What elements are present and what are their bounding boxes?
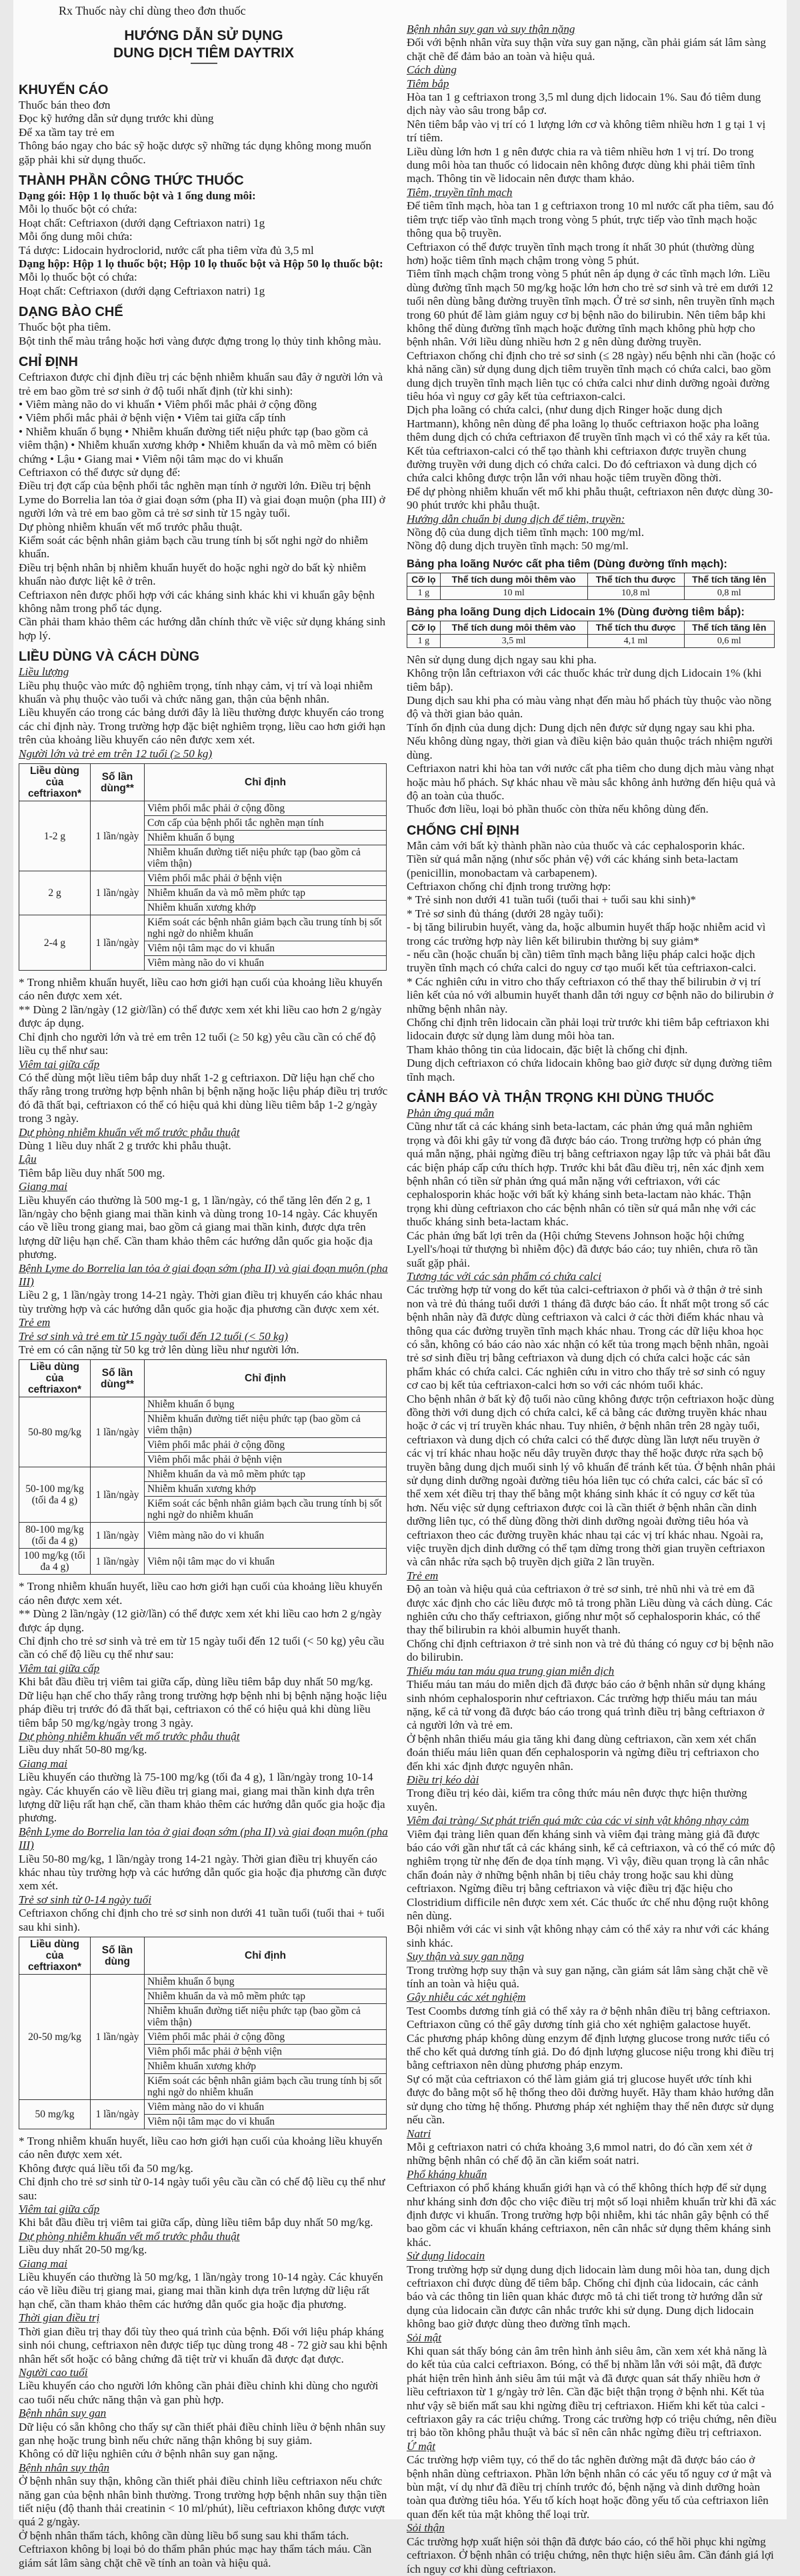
paragraph: Dữ liệu có sẵn không cho thấy sự cần thiết phải điều chỉnh liều ở bệnh nhân suy gan nhẹ hoặc trung bình nếu chức năng thận không bị suy giảm.: [19, 2420, 386, 2447]
paragraph: Tham khảo thông tin của lidocain, đặc biệt là chống chỉ định.: [407, 1043, 688, 1056]
paragraph: Khi quan sát thấy bóng cản âm trên hình ảnh siêu âm, cần xem xét khả năng là do kết tủa của calci ceftriaxon. Bóng, có thể bị nhầm lẫn với sỏi mật, đã được phát hiện trên hình ảnh siêu âm túi mật và đã được quan sát thấy nhiều hơn ở liều ceftriaxon từ 1 g/ngày trở lên. Cần đặc biệt thận trọng ở bệnh nhi. Kết tủa như vậy sẽ biến mất sau khi ngừng điều trị ceftriaxon. Hiếm khi kết tủa calci - ceftriaxon gây ra các triệu chứng. Trong các trường hợp có triệu chứng, nên điều trị bảo tồn không phẫu thuật và bác sĩ nên cân nhắc ngừng điều trị ceftriaxon.: [407, 2345, 777, 2439]
paragraph: Tá dược: Lidocain hydroclorid, nước cất pha tiêm vừa đủ 3,5 ml: [19, 243, 314, 257]
paragraph: Ceftriaxon natri khi hòa tan với nước cất pha tiêm cho dung dịch màu vàng nhạt hoặc màu hổ phách. Sự khác nhau về màu sắc không ảnh hưởng đến hiệu quả và độ an toàn của thuốc.: [407, 762, 776, 802]
paragraph: Ceftriaxon có phổ kháng khuẩn giới hạn và có thể không thích hợp để sử dụng như kháng sinh đơn độc cho việc điều trị một số loại nhiễm khuẩn trừ khi đã xác định được vi khuẩn. Trong trường hợp bội nhiễm, khi tác nhân gây bệnh có thể bao gồm các vi khuẩn kháng ceftriaxon, nên cân nhắc sử dụng thêm kháng sinh khác.: [407, 2181, 777, 2249]
paragraph: Liều dùng lớn hơn 1 g nên được chia ra và tiêm nhiều hơn 1 vị trí. Do trong dung môi hòa tan thuốc có lidocain nên không được dùng khi phải tiêm tĩnh mạch. Thông tin về lidocain nên được tham khảo.: [407, 145, 755, 185]
paragraph: Nên sử dụng dung dịch ngay sau khi pha.: [407, 653, 597, 666]
paragraph: Chống chỉ định trên lidocain cần phải loại trừ trước khi tiêm bắp ceftriaxon khi lidocain được sử dụng làm dung môi hòa tan.: [407, 1016, 770, 1043]
paragraph: Hòa tan 1 g ceftriaxon trong 3,5 ml dung dịch lidocain 1%. Sau đó tiêm dung dịch này vào sâu trong bắp cơ.: [407, 91, 761, 117]
indication-cell: Viêm phổi mắc phải ở cộng đồng: [145, 801, 387, 816]
paragraph: Tiền sử quá mẫn nặng (như sốc phản vệ) với các kháng sinh beta-lactam (penicillin, monobactam và carbapenem).: [407, 853, 739, 879]
indication-cell: Viêm nội tâm mạc do vi khuẩn: [145, 1549, 387, 1575]
paragraph: Mỗi lọ thuốc bột có chứa:: [19, 203, 137, 216]
paragraph: Ceftriaxon được chỉ định điều trị các bệnh nhiễm khuẩn sau đây ở người lớn và trẻ em bao gồm trẻ sơ sinh ở độ tuổi nhất định (từ khi sinh):: [19, 371, 383, 397]
indication-cell: Nhiễm khuẩn ổ bụng: [145, 831, 387, 845]
dilution-table-t5: [407, 621, 775, 648]
indication-cell: Nhiễm khuẩn đường tiết niệu phức tạp (bao gồm cả viêm thận): [145, 1412, 387, 1438]
frequency-cell: 1 lần/ngày: [91, 1397, 145, 1467]
subheading: Bệnh Lyme do Borrelia lan tỏa ở giai đoạn sớm (pha II) và giai đoạn muộn (pha III): [19, 1261, 388, 1288]
paragraph: Thuốc bán theo đơn: [19, 99, 111, 111]
subheading: Dự phòng nhiễm khuẩn vết mổ trước phẫu thuật: [19, 1125, 240, 1139]
paragraph: Khi bắt đầu điều trị viêm tai giữa cấp, dùng liều tiêm bắp duy nhất 50 mg/kg. Dữ liệu hạn chế cho thấy rằng trong trường hợp bệnh nhi bị bệnh nặng hoặc liệu pháp điều trị trước đó đã thất bại, ceftriaxon có thể có hiệu quả khi dùng liều tiêm bắp 50 mg/kg/ngày trong 3 ngày.: [19, 1675, 387, 1729]
subheading: Thời gian điều trị: [19, 2311, 100, 2325]
section-heading: CHỐNG CHỈ ĐỊNH: [407, 823, 519, 838]
table-header-cell: Liều dùng của ceftriaxon*: [19, 764, 91, 801]
table-header-cell: Chỉ định: [145, 1360, 387, 1397]
dose-cell: 1-2 g: [19, 801, 91, 871]
subheading: Giang mai: [19, 1180, 68, 1193]
paragraph: Liều khuyến cáo thường là 75-100 mg/kg (tối đa 4 g), 1 lần/ngày trong 10-14 ngày. Các khuyến cáo về liều điều trị giang mai, giang mai thần kinh dựa trên lượng dữ liệu rất hạn chế, cần tham khảo thêm các hướng dẫn quốc gia hoặc địa phương.: [19, 1771, 385, 1825]
dose-cell: 50-100 mg/kg (tối đa 4 g): [19, 1467, 91, 1523]
paragraph: Nên tiêm bắp vào vị trí có 1 lượng lớn cơ và không tiêm nhiều hơn 1 g tại 1 vị trí tiêm.: [407, 117, 766, 145]
paragraph: Mẫn cảm với bất kỳ thành phần nào của thuốc và các cephalosporin khác.: [407, 839, 745, 852]
indication-cell: Viêm phổi mắc phải ở bệnh viện: [145, 2045, 387, 2059]
indication-cell: Viêm màng não do vi khuẩn: [145, 956, 387, 971]
subheading: Tiêm, truyền tĩnh mạch: [407, 185, 513, 199]
section-heading: DẠNG BÀO CHẾ: [19, 305, 123, 320]
paragraph: Mỗi lọ thuốc bột có chứa:: [19, 271, 137, 284]
table-row: [19, 871, 387, 886]
section-heading: KHUYẾN CÁO: [19, 83, 109, 97]
table-header-cell: Thể tích dung môi thêm vào: [440, 621, 587, 634]
paragraph: Dùng 1 liều duy nhất 2 g trước khi phẫu thuật.: [19, 1139, 231, 1152]
table-header-cell: Chỉ định: [145, 1937, 387, 1975]
paragraph: Viêm đại tràng liên quan đến kháng sinh và viêm đại tràng màng giả đã được báo cáo với gần như tất cả các kháng sinh, kể cả ceftriaxon, và có thể có mức độ nghiêm trọng từ nhẹ đến đe dọa tính mạng. Vì vậy, điều quan trọng là cân nhắc chẩn đoán này ở những bệnh nhân bị tiêu chảy trong hoặc sau khi dùng ceftriaxon. Ngừng điều trị bằng ceftriaxon và việc điều trị đặc hiệu cho Clostridium difficile nên được xem xét. Các thuốc ức chế nhu động ruột không nên dùng.: [407, 1827, 775, 1922]
doc-title-line-2: DUNG DỊCH TIÊM DAYTRIX: [113, 45, 295, 61]
paragraph: * Các nghiên cứu in vitro cho thấy ceftriaxon có thể thay thế bilirubin ở vị trí liên kết của nó với albumin huyết thanh dẫn tới nguy cơ bệnh não do bilirubin ở những bệnh nhân này.: [407, 975, 773, 1015]
paragraph: Ceftriaxon có thể được truyền tĩnh mạch trong ít nhất 30 phút (thường dùng hơn) hoặc tiêm tĩnh mạch chậm trong vòng 5 phút.: [407, 240, 755, 267]
indication-cell: Nhiễm khuẩn da và mô mềm phức tạp: [145, 1989, 387, 2004]
paragraph: Chống chỉ định ceftriaxon ở trẻ sinh non và trẻ đủ tháng có nguy cơ bị bệnh não do bilirubin.: [407, 1637, 774, 1664]
table-cell: 0,6 ml: [684, 634, 774, 647]
leaflet-sheet: [13, 0, 787, 2575]
dose-cell: 2 g: [19, 871, 91, 915]
paragraph: Thuốc bột pha tiêm.: [19, 321, 111, 334]
paragraph: * Trẻ sơ sinh đủ tháng (dưới 28 ngày tuổi):: [407, 907, 604, 920]
paragraph: Trong điều trị kéo dài, kiểm tra công thức máu nên được thực hiện thường xuyên.: [407, 1787, 747, 1813]
subheading: Giang mai: [19, 1757, 68, 1770]
table-header-cell: Số lần dùng: [91, 1937, 145, 1975]
rx-note: Rx Thuốc này chỉ dùng theo đơn thuốc: [59, 4, 246, 17]
paragraph: Để dự phòng nhiễm khuẩn vết mổ khi phẫu thuật, ceftriaxon nên được dùng 30-90 phút trước khi phẫu thuật.: [407, 485, 773, 512]
paragraph: Ceftriaxon chống chỉ định cho trẻ sơ sinh non dưới 41 tuần tuổi (tuổi thai + tuổi sau khi sinh).: [19, 1907, 385, 1933]
paragraph: Dung dịch sau khi pha có màu vàng nhạt đến màu hổ phách tùy thuộc vào nồng độ và thời gian bảo quản.: [407, 694, 772, 721]
table-row: [407, 586, 775, 599]
frequency-cell: 1 lần/ngày: [91, 1549, 145, 1575]
paragraph: Liều khuyến cáo trong các bảng dưới đây là liều thường được khuyến cáo trong các chỉ định này. Trong trường hợp đặc biệt nghiêm trọng, liều cao hơn giới hạn trên của khoảng liều khuyến cáo nên được xem xét.: [19, 706, 386, 747]
subheading: Gây nhiễu các xét nghiệm: [407, 1991, 526, 2004]
paragraph: Dung dịch ceftriaxon có chứa lidocain không bao giờ được sử dụng đường tiêm tĩnh mạch.: [407, 1057, 773, 1083]
subheading: Điều trị kéo dài: [407, 1773, 479, 1786]
paragraph: Nồng độ dung dịch truyền tĩnh mạch: 50 mg/ml.: [407, 539, 629, 553]
table-cell: 10,8 ml: [587, 586, 684, 599]
subheading: Sỏi thận: [407, 2521, 445, 2535]
paragraph: Liều khuyến cáo thường là 50 mg/kg, 1 lần/ngày trong 10-14 ngày. Các khuyến cáo về liều điều trị giang mai, giang mai thần kinh dựa trên lượng dữ liệu rất hạn chế, cần tham khảo thêm các hướng dẫn quốc gia hoặc địa phương.: [19, 2271, 383, 2311]
table-row: [19, 1467, 387, 1482]
subheading: Tương tác với các sản phẩm có chứa calci: [407, 1269, 601, 1283]
paragraph: Mỗi g ceftriaxon natri có chứa khoảng 3,6 mmol natri, do đó cần xem xét ở những bệnh nhân có chế độ ăn cần kiểm soát natri.: [407, 2140, 753, 2167]
paragraph: Liều khuyến cáo cho người lớn không cần phải điều chỉnh khi dùng cho người cao tuổi nếu chức năng thận và gan phù hợp.: [19, 2379, 379, 2406]
subheading: Viêm tai giữa cấp: [19, 2203, 100, 2216]
paragraph: Chỉ định cho trẻ sơ sinh từ 0-14 ngày tuổi yêu cầu cần có chế độ liều cụ thể như sau:: [19, 2175, 385, 2202]
paragraph: Liều duy nhất 50-80 mg/kg.: [19, 1743, 147, 1757]
indication-cell: Viêm màng não do vi khuẩn: [145, 2100, 387, 2115]
subheading: Người lớn và trẻ em trên 12 tuổi (≥ 50 kg): [19, 747, 213, 760]
table-cell: 1 g: [407, 634, 441, 647]
subheading: Sử dụng lidocain: [407, 2249, 485, 2263]
subheading: Lậu: [19, 1153, 37, 1166]
subheading: Trẻ sơ sinh từ 0-14 ngày tuổi: [19, 1893, 152, 1906]
table-cell: 1 g: [407, 586, 441, 599]
table-row: [407, 634, 775, 647]
indication-cell: Nhiễm khuẩn xương khớp: [145, 1482, 387, 1497]
paragraph: * Trẻ sinh non dưới 41 tuần tuổi (tuổi thai + tuổi sau khi sinh)*: [407, 893, 696, 907]
paragraph: Tính ổn định của dung dịch: Dung dịch nên được sử dụng ngay sau khi pha. Nếu không dùng ngay, thời gian và điều kiện bảo quản thuộc trách nhiệm người dùng.: [407, 721, 773, 761]
paragraph: • Nhiễm khuẩn ổ bụng • Nhiễm khuẩn đường tiết niệu phức tạp (bao gồm cả viêm thận) • Nhiễm khuẩn xương khớp • Nhiễm khuẩn da và mô mềm có biến chứng • Lậu • Giang mai • Viêm nội tâm mạc do vi khuẩn: [19, 425, 377, 465]
subheading: Cách dùng: [407, 63, 457, 77]
section-heading: CHỈ ĐỊNH: [19, 355, 78, 370]
paragraph: ** Dùng 2 lần/ngày (12 giờ/lần) có thể được xem xét khi liều cao hơn 2 g/ngày được áp dụng.: [19, 1607, 382, 1634]
indication-cell: Viêm nội tâm mạc do vi khuẩn: [145, 2115, 387, 2129]
paragraph: Độ an toàn và hiệu quả của ceftriaxon ở trẻ sơ sinh, trẻ nhũ nhi và trẻ em đã được xác định cho các liều được mô tả trong phần Liều dùng và cách dùng. Các nghiên cứu cho thấy ceftriaxon, giống như một số cephalosporin khác, có thể thay thế bilirubin ra khỏi albumin huyết thanh.: [407, 1583, 773, 1637]
subheading: Viêm đại tràng/ Sự phát triển quá mức của các vi sinh vật không nhạy cảm: [407, 1814, 749, 1827]
paragraph: Liều 2 g, 1 lần/ngày trong 14-21 ngày. Thời gian điều trị khuyến cáo khác nhau tùy trường hợp và các hướng dẫn quốc gia hoặc địa phương cần được xem xét.: [19, 1289, 383, 1315]
paragraph: Dịch pha loãng có chứa calci, (như dung dịch Ringer hoặc dung dịch Hartmann), không nên dùng để pha loãng lọ thuốc ceftriaxon hoặc pha loãng thêm dung dịch có chứa ceftriaxon để truyền tĩnh mạch vì có thể xảy ra kết tủa. Kết tủa ceftriaxon-calci có thể tạo thành khi ceftriaxon được truyền chung đường truyền với dung dịch có chứa calci. Do đó ceftriaxon và dung dịch có chứa calci không được trộn lẫn với nhau hoặc tiêm truyền đồng thời.: [407, 403, 771, 485]
subheading: Bệnh nhân suy gan và suy thận nặng: [407, 23, 575, 35]
subheading: Tiêm bắp: [407, 77, 449, 90]
table-header-row: [407, 621, 775, 634]
paragraph: Chỉ định cho trẻ sơ sinh và trẻ em từ 15 ngày tuổi đến 12 tuổi (< 50 kg) yêu cầu cần có chế độ liều cụ thể như sau:: [19, 1635, 385, 1661]
table-cell: 0,8 ml: [684, 586, 774, 599]
paragraph: Đối với bệnh nhân vừa suy thận vừa suy gan nặng, cần phải giám sát lâm sàng chặt chẽ để đảm bảo an toàn và hiệu quả.: [407, 36, 766, 63]
paragraph: Các trường hợp viêm tụy, có thể do tắc nghẽn đường mật đã được báo cáo ở bệnh nhân dùng ceftriaxon. Phần lớn bệnh nhân có các yếu tố nguy cơ ứ mật và bùn mật, ví dụ như đã điều trị chính trước đó, bệnh nặng và dinh dưỡng hoàn toàn qua đường tiêu hóa. Yếu tố kích hoạt hoặc đồng yếu tố của ceftriaxon liên quan đến kết tủa mật không thể loại trừ.: [407, 2453, 772, 2521]
paragraph: Test Coombs dương tính giả có thể xảy ra ở bệnh nhân điều trị bằng ceftriaxon. Ceftriaxon cũng có thể gây dương tính giả cho xét nghiệm galactose huyết.: [407, 2004, 771, 2031]
table-header-row: [19, 1360, 387, 1397]
table-header-cell: Thể tích thu được: [587, 621, 684, 634]
paragraph: Thuốc đơn liều, loại bỏ phần thuốc còn thừa nếu không dùng đến.: [407, 803, 709, 816]
section-heading: THÀNH PHẦN CÔNG THỨC THUỐC: [19, 173, 244, 189]
paragraph: * Trong nhiễm khuẩn huyết, liều cao hơn giới hạn cuối của khoảng liều khuyến cáo nên được xem xét.: [19, 976, 383, 1003]
subheading: Dự phòng nhiễm khuẩn vết mổ trước phẫu thuật: [19, 1729, 240, 1743]
table-row: [19, 1549, 387, 1575]
indication-cell: Kiểm soát các bệnh nhân giảm bạch cầu trung tính bị sốt nghi ngờ do nhiễm khuẩn: [145, 1497, 387, 1523]
subheading: Natri: [407, 2127, 431, 2140]
paragraph: Trong trường hợp suy thận và suy gan nặng, cần giám sát lâm sàng chặt chẽ về tính an toàn và hiệu quả.: [407, 1963, 768, 1991]
dose-cell: 2-4 g: [19, 915, 91, 971]
paragraph: Ở bệnh nhân thiếu máu gia tăng khi đang dùng ceftriaxon, cần xem xét chẩn đoán thiếu máu liên quan đến cephalosporin và ngừng điều trị ceftriaxon cho đến khi xác định được nguyên nhân.: [407, 1732, 759, 1773]
paragraph: Liều phụ thuộc vào mức độ nghiêm trọng, tính nhạy cảm, vị trí và loại nhiễm khuẩn và phụ thuộc vào tuổi và chức năng gan, thận của bệnh nhân.: [19, 679, 373, 706]
table-row: [19, 2100, 387, 2115]
indication-cell: Viêm nội tâm mạc do vi khuẩn: [145, 941, 387, 956]
paragraph: Có thể dùng một liều tiêm bắp duy nhất 1-2 g ceftriaxon. Dữ liệu hạn chế cho thấy rằng trong trường hợp bệnh nhân bị bệnh nặng hoặc liệu pháp điều trị trước đó đã thất bại, ceftriaxon có thể có hiệu quả khi dùng liều tiêm bắp 1-2 g/ngày trong 3 ngày.: [19, 1071, 388, 1125]
indication-cell: Cơn cấp của bệnh phổi tắc nghẽn mạn tính: [145, 816, 387, 831]
bold-paragraph: Dạng hộp: Hộp 1 lọ thuốc bột; Hộp 10 lọ thuốc bột và Hộp 50 lọ thuốc bột:: [19, 257, 383, 271]
frequency-cell: 1 lần/ngày: [91, 801, 145, 871]
indication-cell: Nhiễm khuẩn ổ bụng: [145, 1397, 387, 1412]
dosage-table-t2: [19, 1359, 387, 1575]
table-row: [19, 1975, 387, 1989]
table-header-cell: Số lần dùng**: [91, 764, 145, 801]
dose-cell: 100 mg/kg (tối đa 4 g): [19, 1549, 91, 1575]
subheading: Sỏi mật: [407, 2331, 442, 2344]
indication-cell: Kiểm soát các bệnh nhân giảm bạch cầu trung tính bị sốt nghi ngờ do nhiễm khuẩn: [145, 915, 387, 941]
subheading: Bệnh Lyme do Borrelia lan tỏa ở giai đoạn sớm (pha II) và giai đoạn muộn (pha III): [19, 1825, 388, 1852]
table-header-row: [19, 764, 387, 801]
paragraph: Điều trị đợt cấp của bệnh phổi tắc nghẽn mạn tính ở người lớn. Điều trị bệnh Lyme do Borrelia lan tỏa ở giai đoạn sớm (pha II) và giai đoạn muộn (pha III) ở người lớn và trẻ em bao gồm cả trẻ sơ sinh từ 15 ngày tuổi.: [19, 479, 385, 520]
right-content: [407, 23, 777, 2576]
doc-title-line-1: HƯỚNG DẪN SỬ DỤNG: [124, 28, 283, 43]
paragraph: Ở bệnh nhân thẩm tách, không cần dùng liều bổ sung sau khi thẩm tách. Ceftriaxon không bị loại bỏ do thẩm phân phúc mạc hay thẩm tách máu. Cần giám sát lâm sàng chặt chẽ về tính an toàn và hiệu quả.: [19, 2529, 372, 2569]
indication-cell: Nhiễm khuẩn da và mô mềm phức tạp: [145, 1467, 387, 1482]
paragraph: Các trường hợp xuất hiện sỏi thận đã được báo cáo, có thể hồi phục khi ngừng ceftriaxon. Ở bệnh nhân có triệu chứng, nên thực hiện siêu âm. Cần đánh giá lợi ích nguy cơ khi dùng ceftriaxon.: [407, 2535, 774, 2575]
table-caption: Bảng pha loãng Dung dịch Lidocain 1% (Dùng đường tiêm bắp):: [407, 605, 745, 618]
subheading: Thiếu máu tan máu qua trung gian miễn dịch: [407, 1664, 615, 1677]
table-row: [19, 1523, 387, 1549]
paragraph: Thiếu máu tan máu do miễn dịch đã được báo cáo ở bệnh nhân sử dụng kháng sinh nhóm cephalosporin như ceftriaxon. Các trường hợp thiếu máu tan máu nặng, kể cả tử vong đã được báo cáo trong quá trình điều trị bằng ceftriaxon ở cả người lớn và trẻ em.: [407, 1678, 765, 1732]
table-row: [19, 1397, 387, 1412]
subheading: Hướng dẫn chuẩn bị dung dịch để tiêm, truyền:: [407, 512, 625, 525]
paragraph: Ceftriaxon chống chỉ định trong trường hợp:: [407, 879, 611, 893]
subheading: Liều lượng: [19, 665, 69, 679]
subheading: Người cao tuổi: [19, 2365, 88, 2379]
paragraph: Các phương pháp không dùng enzym để định lượng glucose trong nước tiểu có thể cho kết quả dương tính giả. Do đó định lượng glucose niệu trong khi điều trị bằng ceftriaxon nên dùng phương pháp enzym.: [407, 2031, 774, 2072]
table-caption: Bảng pha loãng Nước cất pha tiêm (Dùng đường tĩnh mạch):: [407, 557, 727, 570]
table-cell: 3,5 ml: [440, 634, 587, 647]
dose-cell: 50-80 mg/kg: [19, 1397, 91, 1467]
table-header-row: [19, 1937, 387, 1975]
right-column: [407, 23, 777, 2575]
indication-cell: Viêm phổi mắc phải ở bệnh viện: [145, 1453, 387, 1467]
paragraph: * Trong nhiễm khuẩn huyết, liều cao hơn giới hạn cuối của khoảng liều khuyến cáo nên được xem xét.: [19, 2135, 383, 2161]
table-header-cell: Liều dùng của ceftriaxon*: [19, 1937, 91, 1975]
table-header-cell: Thể tích dung môi thêm vào: [440, 573, 587, 586]
paragraph: Thông báo ngay cho bác sỹ hoặc dược sỹ những tác dụng không mong muốn gặp phải khi sử dụng thuốc.: [19, 139, 371, 166]
subheading: Trẻ sơ sinh và trẻ em từ 15 ngày tuổi đến 12 tuổi (< 50 kg): [19, 1329, 288, 1343]
doc-title: [19, 28, 389, 64]
paragraph: Hoạt chất: Ceftriaxon (dưới dạng Ceftriaxon natri) 1g: [19, 284, 265, 297]
table-cell: 4,1 ml: [587, 634, 684, 647]
table-row: [19, 801, 387, 816]
table-cell: 10 ml: [440, 586, 587, 599]
indication-cell: Viêm màng não do vi khuẩn: [145, 1523, 387, 1549]
left-content: [19, 83, 389, 2570]
indication-cell: Viêm phổi mắc phải ở bệnh viện: [145, 871, 387, 886]
paragraph: Bội nhiễm với các vi sinh vật không nhạy cảm có thể xảy ra như với các kháng sinh khác.: [407, 1923, 769, 1949]
subheading: Dự phòng nhiễm khuẩn vết mổ trước phẫu thuật: [19, 2229, 240, 2243]
paragraph: Tiêm bắp liều duy nhất 500 mg.: [19, 1166, 165, 1179]
dosage-table-t3: [19, 1937, 387, 2129]
section-heading: CẢNH BÁO VÀ THẬN TRỌNG KHI DÙNG THUỐC: [407, 1091, 715, 1106]
paragraph: Để xa tầm tay trẻ em: [19, 125, 115, 139]
dilution-table-t4: [407, 573, 775, 600]
bold-paragraph: Dạng gói: Hộp 1 lọ thuốc bột và 1 ống dung môi:: [19, 189, 256, 203]
paragraph: Khi bắt đầu điều trị viêm tai giữa cấp, dùng liều tiêm bắp duy nhất 50 mg/kg.: [19, 2216, 373, 2229]
frequency-cell: 1 lần/ngày: [91, 871, 145, 915]
subheading: Trẻ em: [407, 1569, 439, 1582]
indication-cell: Nhiễm khuẩn xương khớp: [145, 901, 387, 915]
indication-cell: Nhiễm khuẩn da và mô mềm phức tạp: [145, 886, 387, 901]
paragraph: Liều duy nhất 20-50 mg/kg.: [19, 2243, 147, 2257]
table-row: [19, 915, 387, 941]
paragraph: * Trong nhiễm khuẩn huyết, liều cao hơn giới hạn cuối của khoảng liều khuyến cáo nên được xem xét.: [19, 1580, 383, 1607]
table-header-cell: Thể tích tăng lên: [684, 573, 774, 586]
paragraph: Hoạt chất: Ceftriaxon (dưới dạng Ceftriaxon natri) 1g: [19, 216, 265, 229]
table-header-cell: Cỡ lọ: [407, 573, 441, 586]
paragraph: Các phản ứng bất lợi trên da (Hội chứng Stevens Johnson hoặc hội chứng Lyell's/hoại tử thượng bì nhiễm độc) đã được báo cáo; tuy nhiên, chưa rõ tần suất gặp phải.: [407, 1229, 758, 1269]
paragraph: • Viêm phổi mắc phải ở bệnh viện • Viêm tai giữa cấp tính: [19, 411, 286, 425]
paragraph: Kiểm soát các bệnh nhân giảm bạch cầu trung tính bị sốt nghi ngờ do nhiễm khuẩn.: [19, 533, 369, 561]
paragraph: Nồng độ của dung dịch tiêm tĩnh mạch: 100 mg/ml.: [407, 526, 645, 539]
paragraph: - nếu cần (hoặc chuẩn bị cần) tiêm tĩnh mạch bằng liệu pháp calci hoặc dịch truyền tĩnh mạch có chứa calci do nguy cơ tạo muối kết tủa ceftriaxon-calci.: [407, 947, 757, 975]
subheading: Phản ứng quá mẫn: [407, 1107, 495, 1120]
frequency-cell: 1 lần/ngày: [91, 1523, 145, 1549]
frequency-cell: 1 lần/ngày: [91, 915, 145, 971]
paragraph: ** Dùng 2 lần/ngày (12 giờ/lần) có thể được xem xét khi liều cao hơn 2 g/ngày được áp dụng.: [19, 1003, 382, 1030]
paragraph: Ceftriaxon chống chỉ định cho trẻ sơ sinh (≤ 28 ngày) nếu bệnh nhi cần (hoặc có khả năng cần) sử dụng dung dịch tiêm truyền tĩnh mạch có chứa calci, bao gồm dung dịch truyền tĩnh mạch liên tục có chứa calci như dinh dưỡng ngoài đường tiêu hóa vì nguy cơ gây kết tủa ceftriaxon-calci.: [407, 349, 776, 403]
table-header-cell: Thể tích thu được: [587, 573, 684, 586]
paragraph: Cũng như tất cả các kháng sinh beta-lactam, các phản ứng quá mẫn nghiêm trọng và đôi khi gây tử vong đã được báo cáo. Trong trường hợp có phản ứng quá mẫn nặng, phải ngừng điều trị bằng ceftriaxon ngay lập tức và phải bắt đầu các biện pháp cấp cứu thích hợp. Trước khi bắt đầu điều trị, nên xác định xem bệnh nhân có tiền sử phản ứng quá mẫn nặng với ceftriaxon, với các cephalosporin khác hoặc với bất kỳ kháng sinh beta-lactam nào khác. Thận trọng khi dùng ceftriaxon cho các bệnh nhân có tiền sử quá mẫn nhẹ với các thuốc kháng sinh beta-lactam khác.: [407, 1120, 771, 1229]
paragraph: Trong trường hợp sử dụng dung dịch lidocain làm dung môi hòa tan, dung dịch ceftriaxon chỉ được dùng để tiêm bắp. Chống chỉ định của lidocain, các cảnh báo và các thông tin liên quan khác được mô tả chi tiết trong tờ hướng dẫn sử dụng của lidocain cần được cân nhắc trước khi sử dụng. Dung dịch lidocain không bao giờ được dùng theo đường tĩnh mạch.: [407, 2263, 770, 2331]
indication-cell: Viêm phổi mắc phải ở cộng đồng: [145, 2030, 387, 2045]
table-header-cell: Số lần dùng**: [91, 1360, 145, 1397]
indication-cell: Viêm phổi mắc phải ở cộng đồng: [145, 1438, 387, 1453]
table-header-cell: Liều dùng của ceftriaxon*: [19, 1360, 91, 1397]
subheading: Giang mai: [19, 2257, 68, 2270]
dose-cell: 80-100 mg/kg (tối đa 4 g): [19, 1523, 91, 1549]
paragraph: Chỉ định cho người lớn và trẻ em trên 12 tuổi (≥ 50 kg) yêu cầu cần có chế độ liều cụ thể như sau:: [19, 1030, 376, 1057]
frequency-cell: 1 lần/ngày: [91, 1467, 145, 1523]
subheading: Bệnh nhân suy thận: [19, 2461, 110, 2474]
title-divider: [191, 63, 217, 64]
paragraph: Điều trị bệnh nhân bị nhiễm khuẩn huyết do hoặc nghi ngờ do bất kỳ nhiễm khuẩn nào được liệt kê ở trên.: [19, 561, 367, 588]
table-header-cell: Chỉ định: [145, 764, 387, 801]
subheading: Suy thận và suy gan nặng: [407, 1950, 525, 1963]
indication-cell: Nhiễm khuẩn đường tiết niệu phức tạp (bao gồm cả viêm thận): [145, 845, 387, 871]
paragraph: Các trường hợp tử vong do kết tủa calci-ceftriaxon ở phổi và ở thận ở trẻ sinh non và trẻ đủ tháng tuổi dưới 1 tháng đã được báo cáo. Ít nhất một trong số các bệnh nhân này đã được dùng ceftriaxon và calci ở các thời điểm khác nhau và thông qua các đường truyền tĩnh mạch khác nhau. Trong các dữ liệu khoa học có sẵn, không có báo cáo nào xác nhận có kết tủa trong mạch bệnh nhân, ngoài trẻ sơ sinh điều trị bằng ceftriaxon và dung dịch có chứa calci hoặc các sản phẩm khác có chứa calci. Các nghiên cứu in vitro cho thấy trẻ sơ sinh có nguy cơ cao bị kết tủa ceftriaxon-calci hơn so với các nhóm tuổi khác.: [407, 1283, 769, 1392]
dose-cell: 20-50 mg/kg: [19, 1975, 91, 2100]
paragraph: Cho bệnh nhân ở bất kỳ độ tuổi nào cũng không được trộn ceftriaxon hoặc dùng đồng thời với dung dịch có chứa calci, kể cả bằng các đường truyền khác nhau hoặc ở các vị trí truyền khác nhau. Tuy nhiên, ở bệnh nhân trên 28 ngày tuổi, ceftriaxon và dung dịch có chứa calci có thể được dùng lần lượt nếu truyền ở các vị trí khác nhau hoặc nếu dây truyền được thay thế hoặc được rửa sạch bộ truyền bằng dung dịch muối sinh lý vô khuẩn để tránh kết tủa. Ở bệnh nhân phải sử dụng dinh dưỡng ngoài đường tiêu hóa liên tục có chứa calci, các bác sĩ có thể xem xét điều trị thay thế bằng một kháng sinh khác ít có nguy cơ kết tủa hơn. Nếu việc sử dụng ceftriaxon được coi là cần thiết ở bệnh nhân cần dinh dưỡng liên tục, có thể dùng đồng thời dinh dưỡng ngoài đường tiêu hóa và ceftriaxon theo các đường truyền khác nhau tại các vị trí khác nhau. Ngoài ra, việc truyền dịch dinh dưỡng có thể tạm dừng trong thời gian truyền ceftriaxon và cân nhắc rửa sạch bộ truyền dịch giữa 2 lần truyền.: [407, 1392, 776, 1569]
paragraph: Ceftriaxon nên được phối hợp với các kháng sinh khác khi vi khuẩn gây bệnh không nằm trong phổ tác dụng.: [19, 588, 375, 615]
paragraph: - bị tăng bilirubin huyết, vàng da, hoặc albumin huyết thấp hoặc nhiễm acid vì trong các trường hợp này liên kết bilirubin thường bị suy giảm*: [407, 921, 766, 947]
table-header-row: [407, 573, 775, 586]
paragraph: Không trộn lẫn ceftriaxon với các thuốc khác trừ dung dịch Lidocain 1% (khi tiêm bắp).: [407, 667, 762, 693]
paragraph: Đọc kỹ hướng dẫn sử dụng trước khi dùng: [19, 112, 214, 125]
paragraph: Không có dữ liệu nghiên cứu ở bệnh nhân suy gan nặng.: [19, 2447, 278, 2461]
left-column: [19, 23, 389, 2569]
paragraph: Ở bệnh nhân suy thận, không cần thiết phải điều chỉnh liều ceftriaxon nếu chức năng gan của bệnh nhân bình thường. Trong trường hợp bệnh nhân suy thận tiền tiết niệu (độ thanh thải creatinin < 10 ml/phút), liều ceftriaxon không được vượt quá 2 g/ngày.: [19, 2475, 387, 2529]
paragraph: Mỗi ống dung môi chứa:: [19, 230, 133, 243]
paragraph: Cần phải tham khảo thêm các hướng dẫn chính thức về việc sử dụng kháng sinh hợp lý.: [19, 615, 386, 642]
paragraph: Sự có mặt của ceftriaxon có thể làm giảm giá trị glucose huyết ước tính khi được đo bằng một số hệ thống theo dõi đường huyết. Hãy tham khảo hướng dẫn sử dụng cho từng hệ thống. Phương pháp xét nghiệm thay thế nên được sử dụng nếu cần.: [407, 2072, 774, 2127]
dose-cell: 50 mg/kg: [19, 2100, 91, 2129]
paragraph: Bột tinh thể màu trắng hoặc hơi vàng được đựng trong lọ thủy tinh không màu.: [19, 334, 381, 347]
paragraph: Để tiêm tĩnh mạch, hòa tan 1 g ceftriaxon trong 10 ml nước cất pha tiêm, sau đó tiêm trực tiếp vào tĩnh mạch trong vòng 5 phút, trực tiếp vào tĩnh mạch hoặc thông qua bộ truyền.: [407, 199, 774, 240]
subheading: Bệnh nhân suy gan: [19, 2407, 107, 2420]
table-header-cell: Thể tích tăng lên: [684, 621, 774, 634]
indication-cell: Kiểm soát các bệnh nhân giảm bạch cầu trung tính bị sốt nghi ngờ do nhiễm khuẩn: [145, 2074, 387, 2100]
frequency-cell: 1 lần/ngày: [91, 2100, 145, 2129]
subheading: Trẻ em: [19, 1316, 51, 1329]
section-heading: LIỀU DÙNG VÀ CÁCH DÙNG: [19, 649, 200, 665]
paragraph: Không được quá liều tối đa 50 mg/kg.: [19, 2161, 193, 2175]
frequency-cell: 1 lần/ngày: [91, 1975, 145, 2100]
subheading: Viêm tai giữa cấp: [19, 1057, 100, 1071]
table-header-cell: Cỡ lọ: [407, 621, 441, 634]
paragraph: Dự phòng nhiễm khuẩn vết mổ trước phẫu thuật.: [19, 520, 243, 533]
indication-cell: Nhiễm khuẩn xương khớp: [145, 2059, 387, 2074]
paragraph: Ceftriaxon có thể được sử dụng để:: [19, 465, 181, 479]
paragraph: Liều 50-80 mg/kg, 1 lần/ngày trong 14-21 ngày. Thời gian điều trị khuyến cáo khác nhau tùy trường hợp và các hướng dẫn quốc gia hoặc địa phương cần được xem xét.: [19, 1852, 387, 1893]
indication-cell: Nhiễm khuẩn đường tiết niệu phức tạp (bao gồm cả viêm thận): [145, 2004, 387, 2030]
paragraph: Trẻ em có cân nặng từ 50 kg trở lên dùng liều như người lớn.: [19, 1343, 299, 1357]
paragraph: • Viêm màng não do vi khuẩn • Viêm phổi mắc phải ở cộng đồng: [19, 397, 317, 411]
dosage-table-t1: [19, 763, 387, 971]
paragraph: Tiêm tĩnh mạch chậm trong vòng 5 phút nên áp dụng ở các tĩnh mạch lớn. Liều dùng đường tĩnh mạch 50 mg/kg hoặc lớn hơn cho trẻ sơ sinh và trẻ em dưới 12 tuổi nên dùng bằng đường truyền tĩnh mạch. Ở trẻ sơ sinh, nên truyền tĩnh mạch trong 60 phút để làm giảm nguy cơ bị bệnh não do bilirubin. Nên tiêm bắp khi không thể dùng đường tĩnh mạch hoặc đường tĩnh mạch không phù hợp cho bệnh nhân. Với liều dùng nhiều hơn 2 g nên dùng đường truyền.: [407, 267, 775, 349]
indication-cell: Nhiễm khuẩn ổ bụng: [145, 1975, 387, 1989]
paragraph: Liều khuyến cáo thường là 500 mg-1 g, 1 lần/ngày, có thể tăng lên đến 2 g, 1 lần/ngày cho bệnh giang mai thần kinh và dùng trong 10-14 ngày. Các khuyến cáo về liều trong giang mai, bao gồm cả giang mai thần kinh, được dựa trên lượng dữ liệu hạn chế. Cần tham khảo thêm các hướng dẫn quốc gia hoặc địa phương.: [19, 1193, 378, 1261]
subheading: Viêm tai giữa cấp: [19, 1661, 100, 1675]
subheading: Ứ mật: [407, 2439, 436, 2453]
paragraph: Thời gian điều trị thay đổi tùy theo quá trình của bệnh. Đối với liệu pháp kháng sinh nói chung, ceftriaxon nên được tiếp tục dùng trong 48 - 72 giờ sau khi bệnh nhân hết sốt hoặc có bằng chứng đã tiệt trừ vi khuẩn đã được đạt được.: [19, 2325, 388, 2365]
subheading: Phổ kháng khuẩn: [407, 2167, 487, 2181]
